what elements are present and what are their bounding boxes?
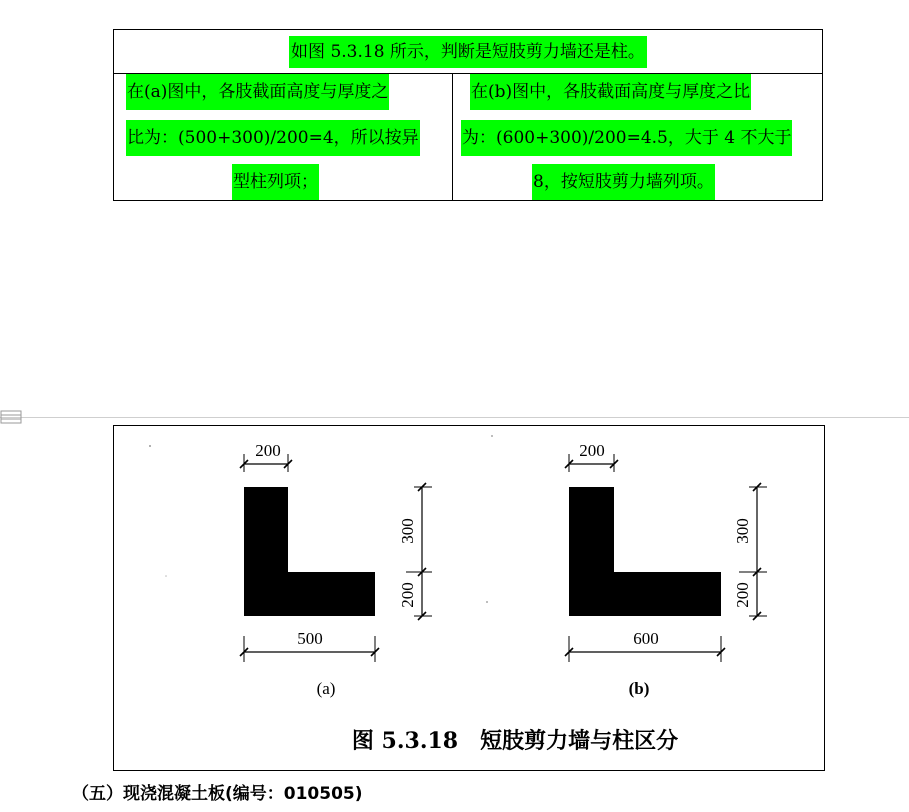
right-line-2: 为：(600+300)/200=4.5，大于 4 不大于 xyxy=(461,120,792,156)
a-side-dim-upper: 300 xyxy=(398,518,417,544)
left-line-1: 在(a)图中，各肢截面高度与厚度之 xyxy=(126,74,389,110)
b-side-dim-lower: 200 xyxy=(733,582,752,608)
figure-drawing xyxy=(114,426,826,772)
a-side-dim-lower: 200 xyxy=(398,582,417,608)
table-cell-left xyxy=(114,74,453,201)
figure-caption: 图 5.3.18 短肢剪力墙与柱区分 xyxy=(351,728,679,754)
b-side-dim-upper: 300 xyxy=(733,518,752,544)
diagram-b xyxy=(565,441,767,698)
a-bottom-dim: 500 xyxy=(297,629,323,648)
a-label: (a) xyxy=(316,679,336,698)
diagram-a xyxy=(240,441,432,698)
l-section-b xyxy=(569,487,721,616)
right-line-3: 8，按短肢剪力墙列项。 xyxy=(532,164,715,200)
table-cell-right xyxy=(453,74,822,201)
b-label: (b) xyxy=(628,679,650,698)
table-header-text: 如图 5.3.18 所示，判断是短肢剪力墙还是柱。 xyxy=(289,36,647,68)
l-section-a xyxy=(244,487,375,616)
left-line-2: 比为：(500+300)/200=4，所以按异 xyxy=(126,120,420,156)
table-header-row xyxy=(114,30,822,74)
page-break-marker-icon xyxy=(0,408,22,426)
page-break-line xyxy=(0,417,909,418)
section-heading: （五）现浇混凝土板(编号：010505) xyxy=(72,784,363,804)
a-top-dim: 200 xyxy=(255,441,281,460)
info-table xyxy=(113,29,823,201)
figure-5-3-18 xyxy=(113,425,825,771)
left-line-3: 型柱列项； xyxy=(232,164,319,200)
b-top-dim: 200 xyxy=(579,441,605,460)
right-line-1: 在(b)图中，各肢截面高度与厚度之比 xyxy=(470,74,751,110)
b-bottom-dim: 600 xyxy=(633,629,659,648)
